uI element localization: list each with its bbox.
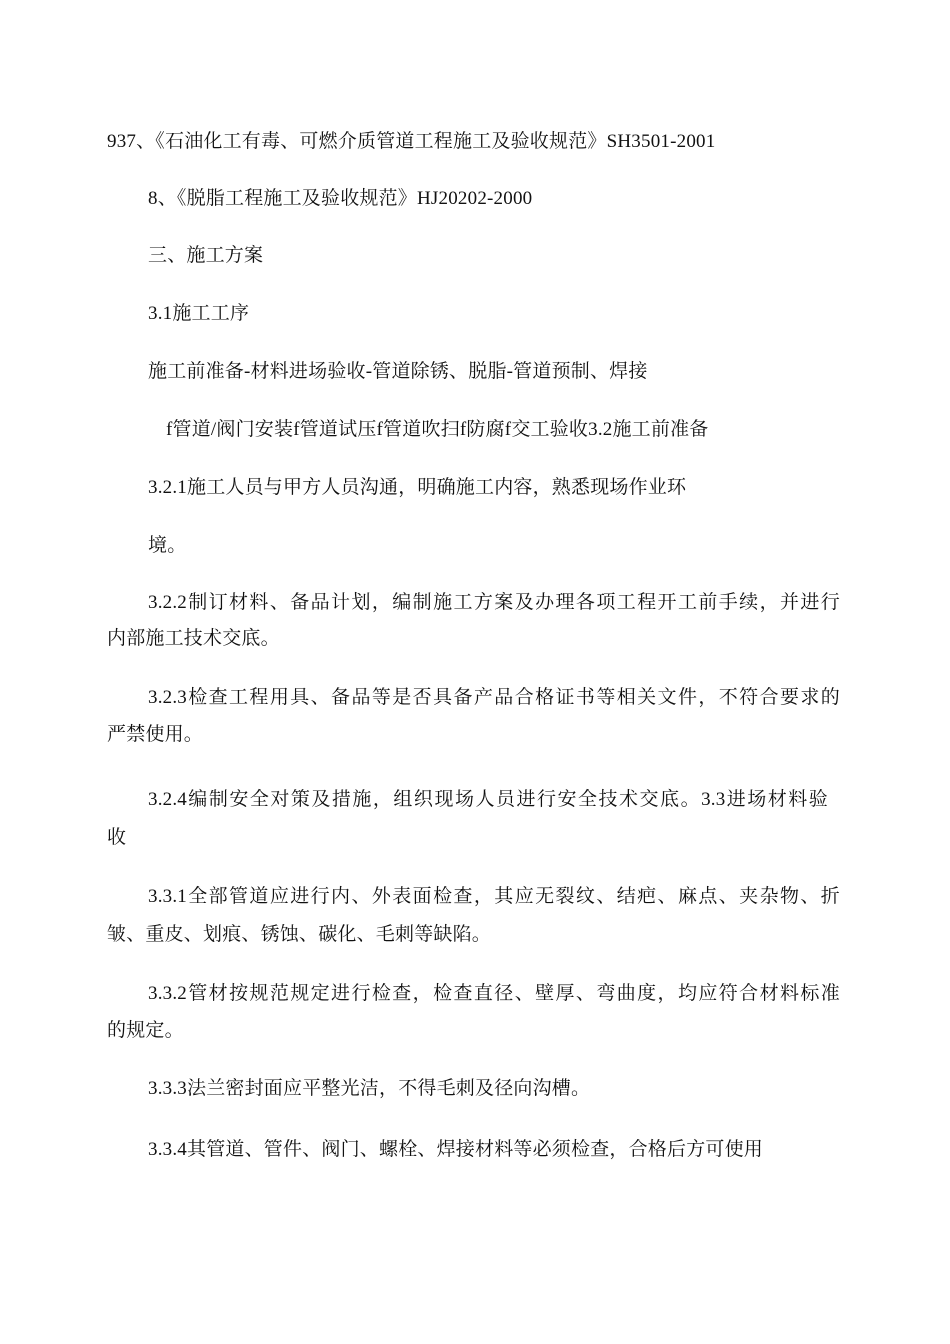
paragraph-3-3-4: 3.3.4其管道、管件、阀门、螺栓、焊接材料等必须检查，合格后方可使用 (148, 1139, 764, 1160)
paragraph-3-2-4-line-1: 3.2.4编制安全对策及措施，组织现场人员进行安全技术交底。3.3进场材料验 (148, 789, 828, 810)
process-line-1: 施工前准备-材料进场验收-管道除锈、脱脂-管道预制、焊接 (148, 361, 648, 382)
process-line-2: f管道/阀门安装f管道试压f管道吹扫f防腐f交工验收3.2施工前准备 (166, 419, 709, 440)
paragraph-3-2-2-line-2: 内部施工技术交底。 (107, 628, 280, 649)
paragraph-3-2-3-line-2: 严禁使用。 (107, 724, 204, 745)
section-heading-3: 三、施工方案 (148, 245, 264, 266)
paragraph-3-3-3: 3.3.3法兰密封面应平整光洁，不得毛刺及径向沟槽。 (148, 1078, 591, 1099)
paragraph-3-3-2-line-2: 的规定。 (107, 1020, 184, 1041)
paragraph-3-3-1-line-2: 皱、重皮、划痕、锈蚀、碳化、毛刺等缺陷。 (107, 924, 492, 945)
reference-item-8: 8、《脱脂工程施工及验收规范》HJ20202-2000 (148, 188, 533, 209)
paragraph-3-3-2-line-1: 3.3.2管材按规范规定进行检查，检查直径、壁厚、弯曲度，均应符合材料标准 (148, 983, 840, 1004)
reference-item-937: 937、《石油化工有毒、可燃介质管道工程施工及验收规范》SH3501-2001 (107, 131, 716, 152)
paragraph-3-2-1-line-1: 3.2.1施工人员与甲方人员沟通，明确施工内容，熟悉现场作业环 (148, 477, 687, 498)
subsection-heading-3-1: 3.1施工工序 (148, 303, 250, 324)
paragraph-3-2-2-line-1: 3.2.2制订材料、备品计划，编制施工方案及办理各项工程开工前手续，并进行 (148, 592, 840, 613)
paragraph-3-3-1-line-1: 3.3.1全部管道应进行内、外表面检查，其应无裂纹、结疤、麻点、夹杂物、折 (148, 886, 840, 907)
paragraph-3-2-4-line-2: 收 (107, 827, 127, 848)
paragraph-3-2-1-line-2: 境。 (148, 535, 187, 556)
paragraph-3-2-3-line-1: 3.2.3检查工程用具、备品等是否具备产品合格证书等相关文件，不符合要求的 (148, 687, 840, 708)
